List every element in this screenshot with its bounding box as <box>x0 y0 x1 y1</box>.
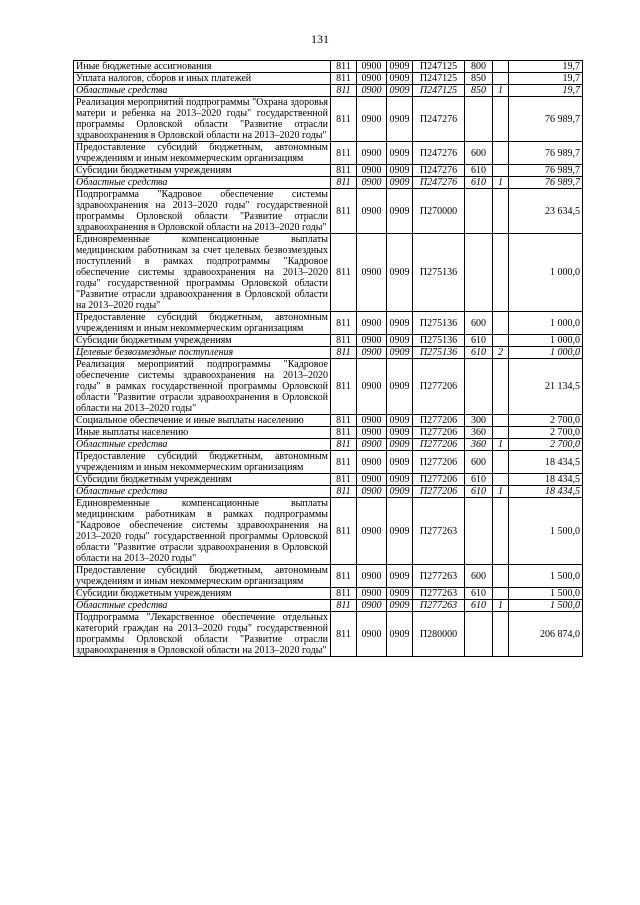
item-name: Иные выплаты населению <box>74 427 331 439</box>
expense-kind-code: 850 <box>465 73 493 85</box>
table-row <box>74 347 583 359</box>
expense-kind-code <box>465 498 493 565</box>
expense-kind-code: 610 <box>465 347 493 359</box>
table-row <box>74 73 583 85</box>
funding-source-code: 1 <box>493 486 509 498</box>
expense-kind-code: 850 <box>465 85 493 97</box>
section-code: 0900 <box>357 565 387 588</box>
table-row <box>74 189 583 234</box>
expense-kind-code <box>465 97 493 142</box>
funding-source-code <box>493 61 509 73</box>
article-code: П277263 <box>413 498 465 565</box>
article-code: П277206 <box>413 474 465 486</box>
department-code: 811 <box>331 234 357 312</box>
article-code: П277263 <box>413 600 465 612</box>
subsection-code: 0909 <box>387 142 413 165</box>
amount: 1 000,0 <box>509 335 583 347</box>
item-name: Целевые безвозмездные поступления <box>74 347 331 359</box>
article-code: П270000 <box>413 189 465 234</box>
table-row <box>74 600 583 612</box>
item-name: Предоставление субсидий бюджетным, автономным учреждениям и иным некоммерческим организациям <box>74 312 331 335</box>
table-row <box>74 234 583 312</box>
amount: 1 500,0 <box>509 565 583 588</box>
expense-kind-code: 610 <box>465 486 493 498</box>
department-code: 811 <box>331 439 357 451</box>
department-code: 811 <box>331 189 357 234</box>
item-name: Областные средства <box>74 177 331 189</box>
table-row <box>74 565 583 588</box>
amount: 1 500,0 <box>509 588 583 600</box>
amount: 18 434,5 <box>509 474 583 486</box>
department-code: 811 <box>331 73 357 85</box>
article-code: П277206 <box>413 439 465 451</box>
expense-kind-code: 360 <box>465 427 493 439</box>
item-name: Субсидии бюджетным учреждениям <box>74 335 331 347</box>
article-code: П247276 <box>413 142 465 165</box>
section-code: 0900 <box>357 486 387 498</box>
table-row <box>74 451 583 474</box>
table-row <box>74 85 583 97</box>
article-code: П275136 <box>413 335 465 347</box>
item-name: Единовременные компенсационные выплаты медицинским работникам за счет целевых безвозмездных поступлений в рамках подпрограммы "Кадровое обеспечение системы здравоохранения на 2013–2020 годы" государственной программы Орловской области "Развитие отрасли здравоохранения в Орловской области на 2013–2020 годы" <box>74 234 331 312</box>
table-row <box>74 415 583 427</box>
subsection-code: 0909 <box>387 61 413 73</box>
item-name: Областные средства <box>74 600 331 612</box>
expense-kind-code: 600 <box>465 565 493 588</box>
amount: 76 989,7 <box>509 142 583 165</box>
amount: 21 134,5 <box>509 359 583 415</box>
subsection-code: 0909 <box>387 97 413 142</box>
subsection-code: 0909 <box>387 439 413 451</box>
article-code: П247125 <box>413 73 465 85</box>
amount: 23 634,5 <box>509 189 583 234</box>
funding-source-code <box>493 565 509 588</box>
department-code: 811 <box>331 335 357 347</box>
article-code: П280000 <box>413 612 465 657</box>
amount: 76 989,7 <box>509 97 583 142</box>
funding-source-code <box>493 189 509 234</box>
funding-source-code <box>493 73 509 85</box>
section-code: 0900 <box>357 61 387 73</box>
subsection-code: 0909 <box>387 600 413 612</box>
subsection-code: 0909 <box>387 312 413 335</box>
funding-source-code <box>493 588 509 600</box>
subsection-code: 0909 <box>387 427 413 439</box>
table-row <box>74 427 583 439</box>
item-name: Субсидии бюджетным учреждениям <box>74 165 331 177</box>
expense-kind-code: 610 <box>465 600 493 612</box>
budget-table <box>73 60 583 657</box>
section-code: 0900 <box>357 189 387 234</box>
section-code: 0900 <box>357 498 387 565</box>
funding-source-code <box>493 97 509 142</box>
section-code: 0900 <box>357 347 387 359</box>
section-code: 0900 <box>357 612 387 657</box>
table-row <box>74 312 583 335</box>
section-code: 0900 <box>357 427 387 439</box>
amount: 1 500,0 <box>509 498 583 565</box>
department-code: 811 <box>331 474 357 486</box>
expense-kind-code: 610 <box>465 165 493 177</box>
department-code: 811 <box>331 451 357 474</box>
subsection-code: 0909 <box>387 498 413 565</box>
subsection-code: 0909 <box>387 189 413 234</box>
item-name: Субсидии бюджетным учреждениям <box>74 588 331 600</box>
article-code: П277206 <box>413 427 465 439</box>
expense-kind-code: 360 <box>465 439 493 451</box>
item-name: Социальное обеспечение и иные выплаты населению <box>74 415 331 427</box>
table-row <box>74 498 583 565</box>
item-name: Областные средства <box>74 85 331 97</box>
item-name: Предоставление субсидий бюджетным, автономным учреждениям и иным некоммерческим организациям <box>74 142 331 165</box>
subsection-code: 0909 <box>387 359 413 415</box>
department-code: 811 <box>331 97 357 142</box>
section-code: 0900 <box>357 234 387 312</box>
subsection-code: 0909 <box>387 335 413 347</box>
section-code: 0900 <box>357 312 387 335</box>
funding-source-code <box>493 234 509 312</box>
table-row <box>74 97 583 142</box>
department-code: 811 <box>331 588 357 600</box>
funding-source-code <box>493 474 509 486</box>
section-code: 0900 <box>357 85 387 97</box>
item-name: Областные средства <box>74 486 331 498</box>
table-row <box>74 359 583 415</box>
item-name: Реализация мероприятий подпрограммы "Кадровое обеспечение системы здравоохранения на 2013–2020 годы" в рамках государственной программы Орловской области "Развитие отрасли здравоохранения в Орловской области на 2013–2020 годы" <box>74 359 331 415</box>
article-code: П247276 <box>413 177 465 189</box>
funding-source-code: 1 <box>493 85 509 97</box>
expense-kind-code <box>465 189 493 234</box>
subsection-code: 0909 <box>387 451 413 474</box>
funding-source-code: 1 <box>493 600 509 612</box>
funding-source-code: 1 <box>493 177 509 189</box>
article-code: П275136 <box>413 347 465 359</box>
amount: 206 874,0 <box>509 612 583 657</box>
table-body <box>74 61 583 657</box>
item-name: Единовременные компенсационные выплаты медицинским работникам в рамках подпрограммы "Кадровое обеспечение системы здравоохранения на 2013–2020 годы" государственной программы Орловской области "Развитие отрасли здравоохранения в Орловской области на 2013–2020 годы" <box>74 498 331 565</box>
table-row <box>74 165 583 177</box>
subsection-code: 0909 <box>387 415 413 427</box>
subsection-code: 0909 <box>387 165 413 177</box>
amount: 19,7 <box>509 61 583 73</box>
table-row <box>74 335 583 347</box>
subsection-code: 0909 <box>387 474 413 486</box>
amount: 18 434,5 <box>509 486 583 498</box>
table-row <box>74 439 583 451</box>
section-code: 0900 <box>357 600 387 612</box>
department-code: 811 <box>331 165 357 177</box>
table-row <box>74 474 583 486</box>
expense-kind-code <box>465 234 493 312</box>
table-row <box>74 612 583 657</box>
article-code: П247276 <box>413 165 465 177</box>
funding-source-code <box>493 359 509 415</box>
amount: 1 000,0 <box>509 234 583 312</box>
expense-kind-code: 300 <box>465 415 493 427</box>
funding-source-code <box>493 312 509 335</box>
article-code: П277263 <box>413 565 465 588</box>
funding-source-code <box>493 415 509 427</box>
department-code: 811 <box>331 177 357 189</box>
funding-source-code <box>493 498 509 565</box>
section-code: 0900 <box>357 165 387 177</box>
expense-kind-code: 800 <box>465 61 493 73</box>
table-row <box>74 177 583 189</box>
amount: 2 700,0 <box>509 415 583 427</box>
section-code: 0900 <box>357 474 387 486</box>
department-code: 811 <box>331 486 357 498</box>
article-code: П277263 <box>413 588 465 600</box>
expense-kind-code <box>465 359 493 415</box>
subsection-code: 0909 <box>387 612 413 657</box>
subsection-code: 0909 <box>387 347 413 359</box>
amount: 1 000,0 <box>509 347 583 359</box>
section-code: 0900 <box>357 73 387 85</box>
funding-source-code: 1 <box>493 439 509 451</box>
department-code: 811 <box>331 347 357 359</box>
item-name: Предоставление субсидий бюджетным, автономным учреждениям и иным некоммерческим организациям <box>74 565 331 588</box>
amount: 18 434,5 <box>509 451 583 474</box>
funding-source-code <box>493 612 509 657</box>
funding-source-code <box>493 427 509 439</box>
expense-kind-code: 600 <box>465 451 493 474</box>
subsection-code: 0909 <box>387 588 413 600</box>
subsection-code: 0909 <box>387 234 413 312</box>
amount: 76 989,7 <box>509 165 583 177</box>
section-code: 0900 <box>357 177 387 189</box>
page-number: 131 <box>311 32 329 46</box>
amount: 2 700,0 <box>509 439 583 451</box>
department-code: 811 <box>331 359 357 415</box>
section-code: 0900 <box>357 359 387 415</box>
subsection-code: 0909 <box>387 177 413 189</box>
article-code: П277206 <box>413 486 465 498</box>
amount: 1 500,0 <box>509 600 583 612</box>
section-code: 0900 <box>357 439 387 451</box>
section-code: 0900 <box>357 588 387 600</box>
department-code: 811 <box>331 498 357 565</box>
expense-kind-code: 610 <box>465 335 493 347</box>
article-code: П247125 <box>413 85 465 97</box>
section-code: 0900 <box>357 97 387 142</box>
table-row <box>74 486 583 498</box>
funding-source-code <box>493 165 509 177</box>
department-code: 811 <box>331 565 357 588</box>
table-row <box>74 61 583 73</box>
funding-source-code: 2 <box>493 347 509 359</box>
article-code: П277206 <box>413 359 465 415</box>
article-code: П247125 <box>413 61 465 73</box>
funding-source-code <box>493 335 509 347</box>
expense-kind-code <box>465 612 493 657</box>
funding-source-code <box>493 142 509 165</box>
expense-kind-code: 610 <box>465 588 493 600</box>
department-code: 811 <box>331 612 357 657</box>
expense-kind-code: 600 <box>465 142 493 165</box>
department-code: 811 <box>331 312 357 335</box>
item-name: Уплата налогов, сборов и иных платежей <box>74 73 331 85</box>
department-code: 811 <box>331 61 357 73</box>
amount: 76 989,7 <box>509 177 583 189</box>
article-code: П275136 <box>413 312 465 335</box>
article-code: П277206 <box>413 415 465 427</box>
item-name: Областные средства <box>74 439 331 451</box>
item-name: Реализация мероприятий подпрограммы "Охрана здоровья матери и ребенка на 2013–2020 годы" государственной программы Орловской области "Развитие отрасли здравоохранения в Орловской области на 2013–2020 годы" <box>74 97 331 142</box>
item-name: Предоставление субсидий бюджетным, автономным учреждениям и иным некоммерческим организациям <box>74 451 331 474</box>
subsection-code: 0909 <box>387 565 413 588</box>
department-code: 811 <box>331 600 357 612</box>
item-name: Субсидии бюджетным учреждениям <box>74 474 331 486</box>
department-code: 811 <box>331 142 357 165</box>
department-code: 811 <box>331 415 357 427</box>
table-row <box>74 142 583 165</box>
section-code: 0900 <box>357 415 387 427</box>
amount: 1 000,0 <box>509 312 583 335</box>
article-code: П247276 <box>413 97 465 142</box>
expense-kind-code: 600 <box>465 312 493 335</box>
table-row <box>74 588 583 600</box>
funding-source-code <box>493 451 509 474</box>
amount: 2 700,0 <box>509 427 583 439</box>
article-code: П275136 <box>413 234 465 312</box>
item-name: Подпрограмма "Лекарственное обеспечение отдельных категорий граждан на 2013–2020 годы" государственной программы Орловской области "Развитие отрасли здравоохранения в Орловской области на 2013–2020 годы" <box>74 612 331 657</box>
expense-kind-code: 610 <box>465 177 493 189</box>
amount: 19,7 <box>509 73 583 85</box>
expense-kind-code: 610 <box>465 474 493 486</box>
subsection-code: 0909 <box>387 486 413 498</box>
item-name: Иные бюджетные ассигнования <box>74 61 331 73</box>
article-code: П277206 <box>413 451 465 474</box>
department-code: 811 <box>331 427 357 439</box>
department-code: 811 <box>331 85 357 97</box>
subsection-code: 0909 <box>387 85 413 97</box>
item-name: Подпрограмма "Кадровое обеспечение системы здравоохранения на 2013–2020 годы" государственной программы Орловской области "Развитие отрасли здравоохранения в Орловской области на 2013–2020 годы" <box>74 189 331 234</box>
section-code: 0900 <box>357 142 387 165</box>
subsection-code: 0909 <box>387 73 413 85</box>
amount: 19,7 <box>509 85 583 97</box>
section-code: 0900 <box>357 335 387 347</box>
section-code: 0900 <box>357 451 387 474</box>
